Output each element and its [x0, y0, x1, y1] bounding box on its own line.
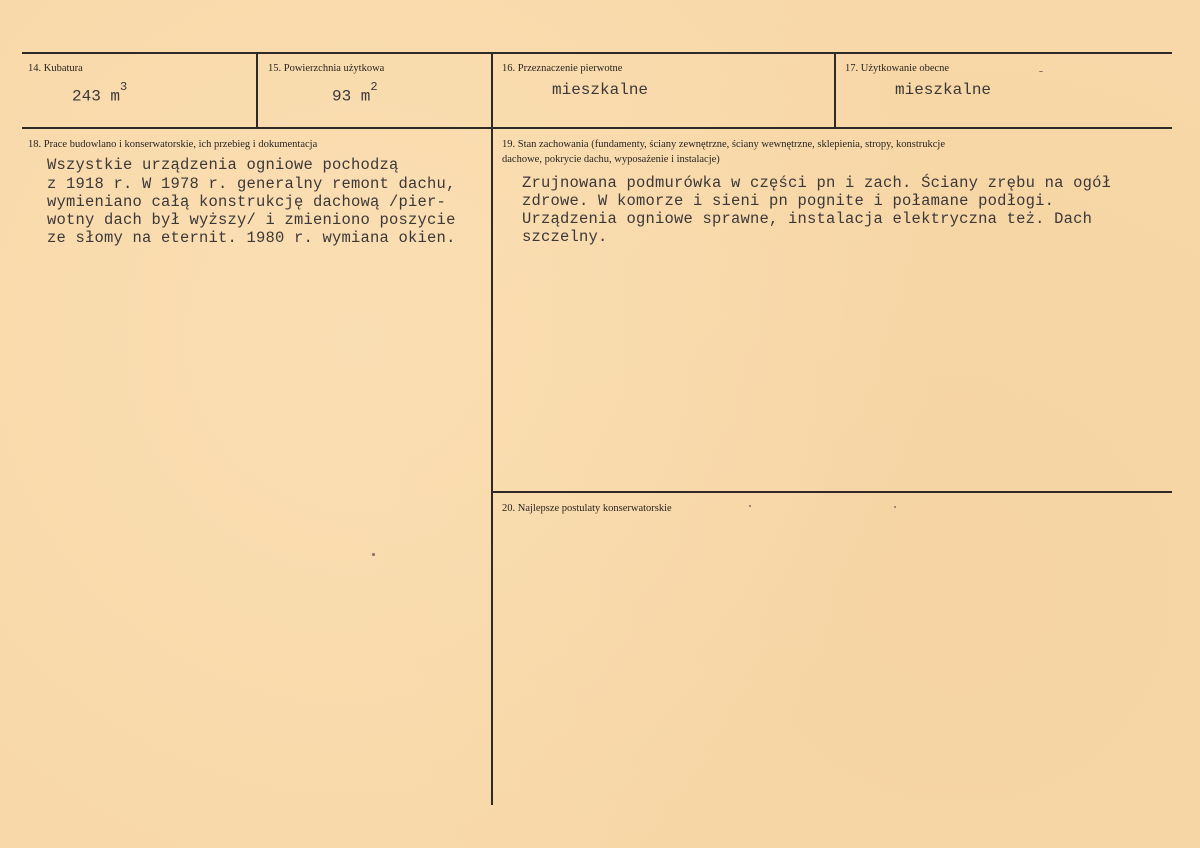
- field-14-label: 14. Kubatura: [28, 63, 83, 74]
- field-15-value-text: 93 m: [332, 87, 371, 106]
- field-20-label: 20. Najlepsze postulaty konserwatorskie: [502, 503, 672, 514]
- section-20-divider: [491, 491, 1172, 493]
- field-19-line: szczelny.: [522, 228, 608, 246]
- field-15-unit-sup: 2: [370, 80, 378, 94]
- field-14-value-text: 243 m: [72, 87, 121, 106]
- field-19-label-line-2: dachowe, pokrycie dachu, wyposażenie i instalacje): [502, 154, 720, 165]
- field-16-value: mieszkalne: [552, 81, 649, 99]
- field-15-value: [332, 82, 378, 105]
- field-18-line: ze słomy na eternit. 1980 r. wymiana okien.: [47, 229, 456, 247]
- top-rule: [22, 52, 1172, 54]
- paper-speck: [894, 506, 896, 508]
- col-divider-1: [256, 52, 258, 128]
- field-18-line: z 1918 r. W 1978 r. generalny remont dachu,: [47, 175, 456, 193]
- field-19-line: Urządzenia ogniowe sprawne, instalacja elektryczna też. Dach: [522, 210, 1093, 228]
- field-19-label-line-1: 19. Stan zachowania (fundamenty, ściany zewnętrzne, ściany wewnętrzne, sklepienia, stropy, konstrukcje: [502, 139, 945, 150]
- field-17-label: 17. Użytkowanie obecne: [845, 63, 950, 74]
- field-18-line: wymieniano całą konstrukcję dachową /pier-: [47, 193, 447, 211]
- field-18-line: Wszystkie urządzenia ogniowe pochodzą: [47, 156, 399, 174]
- main-col-divider: [491, 127, 493, 805]
- field-18-line: wotny dach był wyższy/ i zmieniono poszycie: [47, 211, 456, 229]
- field-14-unit-sup: 3: [120, 80, 128, 94]
- field-19-line: Zrujnowana podmurówka w części pn i zach. Ściany zrębu na ogół: [522, 174, 1112, 192]
- field-14-value: [72, 82, 127, 105]
- field-18-label: 18. Prace budowlano i konserwatorskie, ich przebieg i dokumentacja: [28, 139, 318, 150]
- field-16-label: 16. Przeznaczenie pierwotne: [502, 63, 623, 74]
- field-19-line: zdrowe. W komorze i sieni pn pognite i połamane podłogi.: [522, 192, 1055, 210]
- col-divider-2: [491, 52, 493, 128]
- field-15-label: 15. Powierzchnia użytkowa: [268, 63, 385, 74]
- paper-speck: [372, 553, 375, 556]
- paper-speck: [1039, 71, 1043, 72]
- col-divider-3: [834, 52, 836, 128]
- field-17-value: mieszkalne: [895, 81, 992, 99]
- paper-speck: [749, 505, 751, 507]
- row-divider: [22, 127, 1172, 129]
